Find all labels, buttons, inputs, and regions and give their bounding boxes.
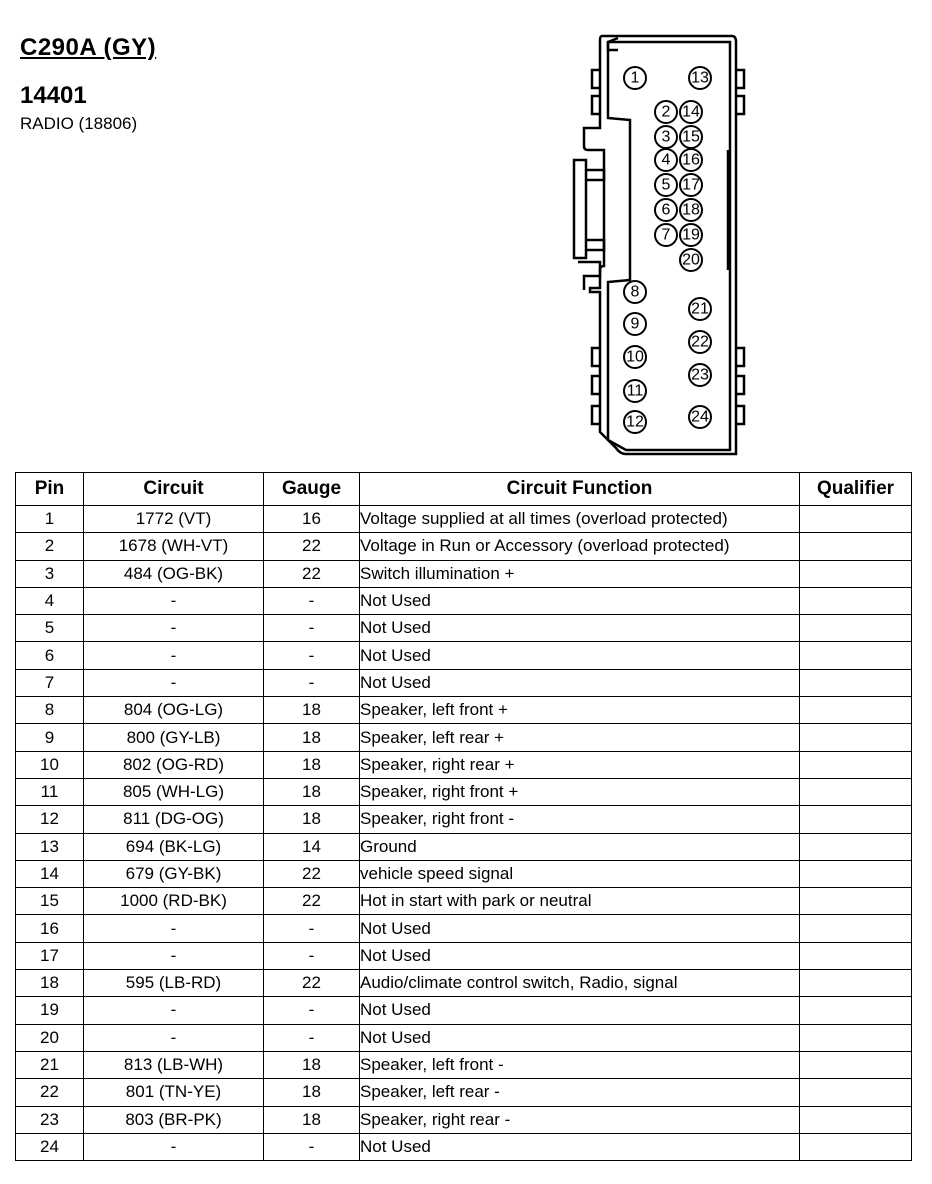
pin-9-label: 9 bbox=[630, 315, 640, 333]
table-row bbox=[16, 724, 912, 751]
pin-1-label: 1 bbox=[630, 69, 640, 87]
table-row bbox=[16, 915, 912, 942]
gauge-cell: 22 bbox=[264, 533, 360, 560]
pin-6-label: 6 bbox=[661, 201, 671, 219]
circuit-cell: - bbox=[84, 942, 264, 969]
circuit-function-cell: Switch illumination + bbox=[360, 560, 800, 587]
qualifier-cell bbox=[800, 833, 912, 860]
circuit-function-cell: Speaker, right rear - bbox=[360, 1106, 800, 1133]
pin-cell: 15 bbox=[16, 888, 84, 915]
qualifier-cell bbox=[800, 1079, 912, 1106]
circuit-function-cell: Speaker, right front - bbox=[360, 806, 800, 833]
connector-face-diagram bbox=[560, 30, 760, 460]
circuit-cell: 813 (LB-WH) bbox=[84, 1051, 264, 1078]
circuit-cell: - bbox=[84, 587, 264, 614]
pin-cell: 21 bbox=[16, 1051, 84, 1078]
gauge-cell: - bbox=[264, 642, 360, 669]
pin-17-label: 17 bbox=[682, 176, 700, 194]
pin-5-label: 5 bbox=[661, 176, 671, 194]
circuit-cell: 679 (GY-BK) bbox=[84, 860, 264, 887]
pin-cell: 22 bbox=[16, 1079, 84, 1106]
circuit-function-cell: Voltage supplied at all times (overload protected) bbox=[360, 506, 800, 533]
table-row bbox=[16, 833, 912, 860]
circuit-function-cell: Speaker, left front + bbox=[360, 697, 800, 724]
circuit-function-cell: Speaker, left front - bbox=[360, 1051, 800, 1078]
pin-12-label: 12 bbox=[626, 413, 644, 431]
component-name: RADIO (18806) bbox=[20, 114, 138, 133]
table-row bbox=[16, 942, 912, 969]
table-row bbox=[16, 560, 912, 587]
table-row bbox=[16, 1024, 912, 1051]
table-row bbox=[16, 1051, 912, 1078]
circuit-cell: 595 (LB-RD) bbox=[84, 970, 264, 997]
pin-13-label: 13 bbox=[691, 69, 709, 87]
qualifier-cell bbox=[800, 724, 912, 751]
gauge-cell: - bbox=[264, 915, 360, 942]
qualifier-cell bbox=[800, 697, 912, 724]
connector-code: C290A (GY) bbox=[20, 34, 157, 61]
circuit-function-cell: Hot in start with park or neutral bbox=[360, 888, 800, 915]
header-pin: Pin bbox=[16, 473, 84, 506]
table-row bbox=[16, 1133, 912, 1160]
pin-cell: 12 bbox=[16, 806, 84, 833]
table-row bbox=[16, 506, 912, 533]
circuit-function-cell: Not Used bbox=[360, 1133, 800, 1160]
pin-cell: 10 bbox=[16, 751, 84, 778]
pin-cell: 16 bbox=[16, 915, 84, 942]
circuit-function-cell: Audio/climate control switch, Radio, signal bbox=[360, 970, 800, 997]
qualifier-cell bbox=[800, 506, 912, 533]
circuit-function-cell: vehicle speed signal bbox=[360, 860, 800, 887]
pin-cell: 19 bbox=[16, 997, 84, 1024]
table-row bbox=[16, 751, 912, 778]
pin-24-label: 24 bbox=[691, 408, 709, 426]
pin-cell: 14 bbox=[16, 860, 84, 887]
gauge-cell: 18 bbox=[264, 724, 360, 751]
qualifier-cell bbox=[800, 942, 912, 969]
pin-cell: 1 bbox=[16, 506, 84, 533]
pin-20-label: 20 bbox=[682, 251, 700, 269]
table-row bbox=[16, 970, 912, 997]
pin-cell: 18 bbox=[16, 970, 84, 997]
circuit-function-cell: Not Used bbox=[360, 1024, 800, 1051]
gauge-cell: 14 bbox=[264, 833, 360, 860]
circuit-cell: 484 (OG-BK) bbox=[84, 560, 264, 587]
circuit-cell: 694 (BK-LG) bbox=[84, 833, 264, 860]
pin-18-label: 18 bbox=[682, 201, 700, 219]
gauge-cell: - bbox=[264, 587, 360, 614]
circuit-function-cell: Ground bbox=[360, 833, 800, 860]
qualifier-cell bbox=[800, 915, 912, 942]
table-row bbox=[16, 533, 912, 560]
gauge-cell: - bbox=[264, 1133, 360, 1160]
circuit-cell: 804 (OG-LG) bbox=[84, 697, 264, 724]
qualifier-cell bbox=[800, 1133, 912, 1160]
circuit-function-cell: Speaker, left rear + bbox=[360, 724, 800, 751]
pin-15-label: 15 bbox=[682, 128, 700, 146]
circuit-cell: 1772 (VT) bbox=[84, 506, 264, 533]
circuit-function-cell: Not Used bbox=[360, 997, 800, 1024]
pin-cell: 24 bbox=[16, 1133, 84, 1160]
pin-cell: 4 bbox=[16, 587, 84, 614]
circuit-function-cell: Voltage in Run or Accessory (overload protected) bbox=[360, 533, 800, 560]
gauge-cell: 22 bbox=[264, 560, 360, 587]
circuit-cell: 801 (TN-YE) bbox=[84, 1079, 264, 1106]
table-row bbox=[16, 860, 912, 887]
table-row bbox=[16, 697, 912, 724]
gauge-cell: 22 bbox=[264, 860, 360, 887]
header-circuit-function: Circuit Function bbox=[360, 473, 800, 506]
table-header-row bbox=[16, 473, 912, 506]
pin-cell: 23 bbox=[16, 1106, 84, 1133]
qualifier-cell bbox=[800, 669, 912, 696]
qualifier-cell bbox=[800, 751, 912, 778]
table-row bbox=[16, 1079, 912, 1106]
gauge-cell: - bbox=[264, 669, 360, 696]
gauge-cell: 18 bbox=[264, 1106, 360, 1133]
gauge-cell: - bbox=[264, 942, 360, 969]
circuit-function-cell: Speaker, right front + bbox=[360, 778, 800, 805]
circuit-cell: 802 (OG-RD) bbox=[84, 751, 264, 778]
table-row bbox=[16, 587, 912, 614]
header-circuit: Circuit bbox=[84, 473, 264, 506]
qualifier-cell bbox=[800, 888, 912, 915]
pin-14-label: 14 bbox=[682, 103, 700, 121]
connector-latch bbox=[574, 160, 586, 258]
gauge-cell: - bbox=[264, 1024, 360, 1051]
gauge-cell: - bbox=[264, 997, 360, 1024]
gauge-cell: - bbox=[264, 615, 360, 642]
pin-21-label: 21 bbox=[691, 300, 709, 318]
pin-cell: 13 bbox=[16, 833, 84, 860]
circuit-cell: - bbox=[84, 915, 264, 942]
qualifier-cell bbox=[800, 806, 912, 833]
circuit-function-cell: Not Used bbox=[360, 942, 800, 969]
pinout-table bbox=[15, 472, 912, 1161]
gauge-cell: 22 bbox=[264, 888, 360, 915]
gauge-cell: 18 bbox=[264, 697, 360, 724]
pin-19-label: 19 bbox=[682, 226, 700, 244]
circuit-cell: 1678 (WH-VT) bbox=[84, 533, 264, 560]
qualifier-cell bbox=[800, 587, 912, 614]
circuit-function-cell: Not Used bbox=[360, 615, 800, 642]
circuit-function-cell: Not Used bbox=[360, 587, 800, 614]
circuit-cell: 803 (BR-PK) bbox=[84, 1106, 264, 1133]
table-row bbox=[16, 778, 912, 805]
table-row bbox=[16, 806, 912, 833]
header-gauge: Gauge bbox=[264, 473, 360, 506]
gauge-cell: 18 bbox=[264, 778, 360, 805]
circuit-function-cell: Not Used bbox=[360, 669, 800, 696]
pin-cell: 6 bbox=[16, 642, 84, 669]
qualifier-cell bbox=[800, 615, 912, 642]
pin-23-label: 23 bbox=[691, 366, 709, 384]
table-row bbox=[16, 997, 912, 1024]
pin-cell: 5 bbox=[16, 615, 84, 642]
qualifier-cell bbox=[800, 560, 912, 587]
circuit-cell: - bbox=[84, 642, 264, 669]
qualifier-cell bbox=[800, 778, 912, 805]
circuit-cell: 800 (GY-LB) bbox=[84, 724, 264, 751]
table-row bbox=[16, 642, 912, 669]
table-row bbox=[16, 669, 912, 696]
qualifier-cell bbox=[800, 997, 912, 1024]
pin-cell: 17 bbox=[16, 942, 84, 969]
pin-cell: 20 bbox=[16, 1024, 84, 1051]
circuit-cell: 1000 (RD-BK) bbox=[84, 888, 264, 915]
pin-8-label: 8 bbox=[630, 283, 640, 301]
pin-4-label: 4 bbox=[661, 151, 671, 169]
gauge-cell: 18 bbox=[264, 751, 360, 778]
circuit-cell: - bbox=[84, 669, 264, 696]
pin-cell: 8 bbox=[16, 697, 84, 724]
circuit-cell: - bbox=[84, 997, 264, 1024]
pin-22-label: 22 bbox=[691, 333, 709, 351]
circuit-cell: 811 (DG-OG) bbox=[84, 806, 264, 833]
part-number: 14401 bbox=[20, 82, 87, 109]
table-row bbox=[16, 1106, 912, 1133]
qualifier-cell bbox=[800, 860, 912, 887]
gauge-cell: 18 bbox=[264, 1051, 360, 1078]
pin-cell: 11 bbox=[16, 778, 84, 805]
qualifier-cell bbox=[800, 533, 912, 560]
pin-16-label: 16 bbox=[682, 151, 700, 169]
qualifier-cell bbox=[800, 1024, 912, 1051]
pin-cell: 2 bbox=[16, 533, 84, 560]
qualifier-cell bbox=[800, 1051, 912, 1078]
circuit-cell: 805 (WH-LG) bbox=[84, 778, 264, 805]
pin-cell: 3 bbox=[16, 560, 84, 587]
gauge-cell: 18 bbox=[264, 1079, 360, 1106]
gauge-cell: 18 bbox=[264, 806, 360, 833]
pin-cell: 9 bbox=[16, 724, 84, 751]
header-qualifier: Qualifier bbox=[800, 473, 912, 506]
pin-3-label: 3 bbox=[661, 128, 671, 146]
circuit-function-cell: Speaker, right rear + bbox=[360, 751, 800, 778]
pin-7-label: 7 bbox=[661, 226, 671, 244]
circuit-function-cell: Not Used bbox=[360, 915, 800, 942]
circuit-function-cell: Not Used bbox=[360, 642, 800, 669]
pin-cell: 7 bbox=[16, 669, 84, 696]
circuit-cell: - bbox=[84, 1133, 264, 1160]
circuit-function-cell: Speaker, left rear - bbox=[360, 1079, 800, 1106]
qualifier-cell bbox=[800, 1106, 912, 1133]
pin-10-label: 10 bbox=[626, 348, 644, 366]
qualifier-cell bbox=[800, 642, 912, 669]
table-row bbox=[16, 615, 912, 642]
circuit-cell: - bbox=[84, 615, 264, 642]
circuit-cell: - bbox=[84, 1024, 264, 1051]
table-row bbox=[16, 888, 912, 915]
gauge-cell: 16 bbox=[264, 506, 360, 533]
pin-11-label: 11 bbox=[626, 382, 644, 400]
gauge-cell: 22 bbox=[264, 970, 360, 997]
pin-2-label: 2 bbox=[661, 103, 671, 121]
qualifier-cell bbox=[800, 970, 912, 997]
